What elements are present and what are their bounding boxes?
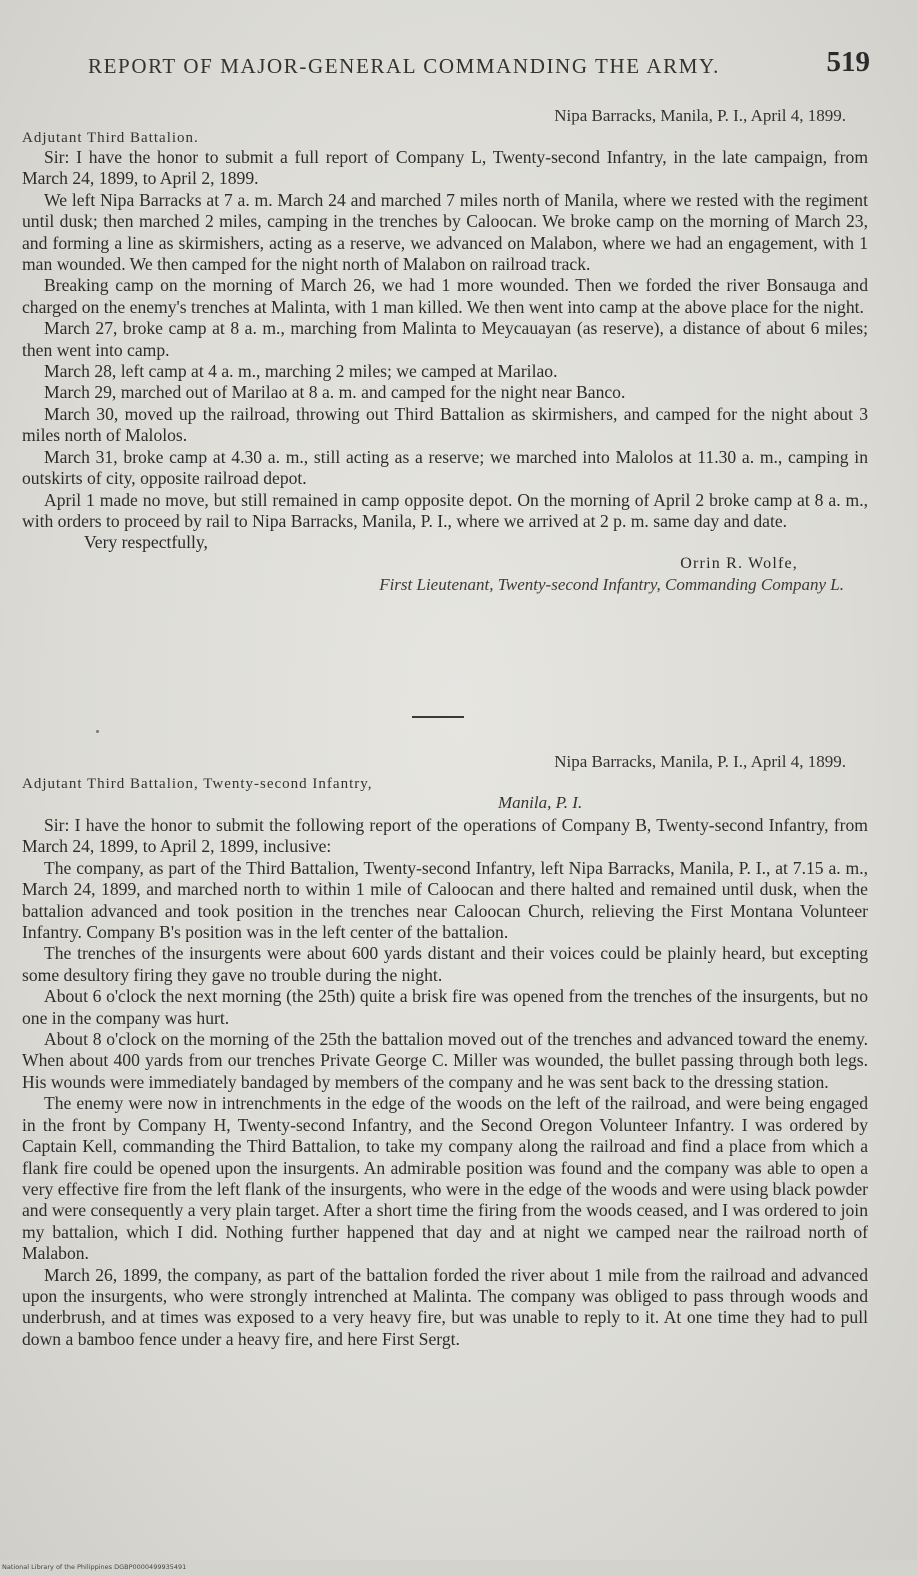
source-note: National Library of the Philippines DGBP0000499935491 — [2, 1563, 187, 1571]
signer-title: First Lieutenant, Twenty-second Infantry, Commanding Company L. — [379, 575, 844, 595]
letter1-addressee: Adjutant Third Battalion. — [22, 130, 199, 146]
section-divider — [412, 716, 464, 718]
paper-speck — [96, 730, 99, 733]
paragraph: March 28, left camp at 4 a. m., marching 2 miles; we camped at Marilao. — [44, 361, 558, 382]
paragraph: March 26, 1899, the company, as part of the battalion forded the river about 1 mile from the railroad and advanced upon the insurgents, who were strongly intrenched at Malinta. The company was obliged to pass through woods and underbrush, and at times was exposed to a very heavy fire, but was unable to reply to it. At one time they had to pull down a bamboo fence under a heavy fire, and here First Sergt. — [22, 1264, 868, 1349]
letter2-addressee-location: Manila, P. I. — [498, 793, 583, 812]
paragraph: March 31, broke camp at 4.30 a. m., still acting as a reserve; we marched into Malolos at 11.30 a. m., camping in outskirts of city, opposite railroad depot. — [22, 446, 868, 489]
closing: Very respectfully, — [84, 532, 208, 553]
paragraph: About 6 o'clock the next morning (the 25th) quite a brisk fire was opened from the trenches of the insurgents, but no one in the company was hurt. — [22, 986, 868, 1028]
paragraph: Sir: I have the honor to submit a full report of Company L, Twenty-second Infantry, in the late campaign, from March 24, 1899, to April 2, 1899. — [22, 147, 868, 189]
paragraph: Sir: I have the honor to submit the following report of the operations of Company B, Twenty-second Infantry, from March 24, 1899, to April 2, 1899, inclusive: — [22, 815, 868, 857]
paragraph: April 1 made no move, but still remained in camp opposite depot. On the morning of April 2 broke camp at 8 a. m., with orders to proceed by rail to Nipa Barracks, Manila, P. I., where we arrived at 2 p. m. same day and date. — [22, 489, 868, 531]
running-head: REPORT OF MAJOR-GENERAL COMMANDING THE ARMY. — [88, 54, 720, 78]
paragraph: The company, as part of the Third Battalion, Twenty-second Infantry, left Nipa Barracks, Manila, P. I., at 7.15 a. m., March 24, 1899, and marched north to within 1 mile of Caloocan and there halted and remained until dusk, when the battalion advanced and took position in the trenches near Caloocan Church, relieving the First Montana Volunteer Infantry. Company B's position was in the left center of the battalion. — [22, 857, 868, 943]
letter2-dateline: Nipa Barracks, Manila, P. I., April 4, 1899. — [554, 752, 846, 771]
letter-company-l — [22, 106, 868, 595]
paragraph: March 29, marched out of Marilao at 8 a. m. and camped for the night near Banco. — [44, 382, 626, 403]
paragraph: About 8 o'clock on the morning of the 25th the battalion moved out of the trenches and advanced toward the enemy. When about 400 yards from our trenches Private George C. Miller was wounded, the bullet passing through both legs. His wounds were immediately bandaged by members of the company and he was sent back to the dressing station. — [22, 1029, 868, 1092]
letter2-addressee: Adjutant Third Battalion, Twenty-second Infantry, — [22, 776, 373, 792]
page-number: 519 — [826, 46, 870, 78]
paragraph: Breaking camp on the morning of March 26, we had 1 more wounded. Then we forded the river Bonsauga and charged on the enemy's trenches at Malinta, with 1 man killed. We then went into camp at the above place for the night. — [22, 275, 868, 317]
paragraph: The trenches of the insurgents were about 600 yards distant and their voices could be plainly heard, but excepting some desultory firing they gave no trouble during the night. — [22, 943, 868, 985]
signer-name: Orrin R. Wolfe, — [680, 555, 798, 573]
paragraph: March 27, broke camp at 8 a. m., marching from Malinta to Meycauayan (as reserve), a distance of about 6 miles; then went into camp. — [22, 318, 868, 360]
paragraph: March 30, moved up the railroad, throwing out Third Battalion as skirmishers, and camped for the night about 3 miles north of Malolos. — [22, 403, 868, 446]
letter1-dateline: Nipa Barracks, Manila, P. I., April 4, 1899. — [554, 106, 846, 125]
paragraph: We left Nipa Barracks at 7 a. m. March 24 and marched 7 miles north of Manila, where we rested with the regiment until dusk; then marched 2 miles, camping in the trenches by Caloocan. We broke camp on the morning of March 23, and forming a line as skirmishers, acting as a reserve, we advanced on Malabon, where we had an engagement, with 1 man wounded. We then camped for the night north of Malabon on railroad track. — [22, 189, 868, 275]
page-header — [88, 46, 878, 82]
paragraph: The enemy were now in intrenchments in the edge of the woods on the left of the railroad, and were being engaged in the front by Company H, Twenty-second Infantry, and the Second Oregon Volunteer Infantry. I was ordered by Captain Kell, commanding the Third Battalion, to take my company along the railroad and find a place from which a flank fire could be opened upon the insurgents. An admirable position was found and the company was able to open a very effective fire from the left flank of the insurgents, who were in the edge of the woods and were using black powder and were consequently a very plain target. After a short time the firing from the woods ceased, and I was ordered to join my battalion, which I did. Nothing further happened that day and at night we camped near the railroad north of Malabon. — [22, 1093, 868, 1264]
letter-company-b — [22, 752, 868, 1350]
